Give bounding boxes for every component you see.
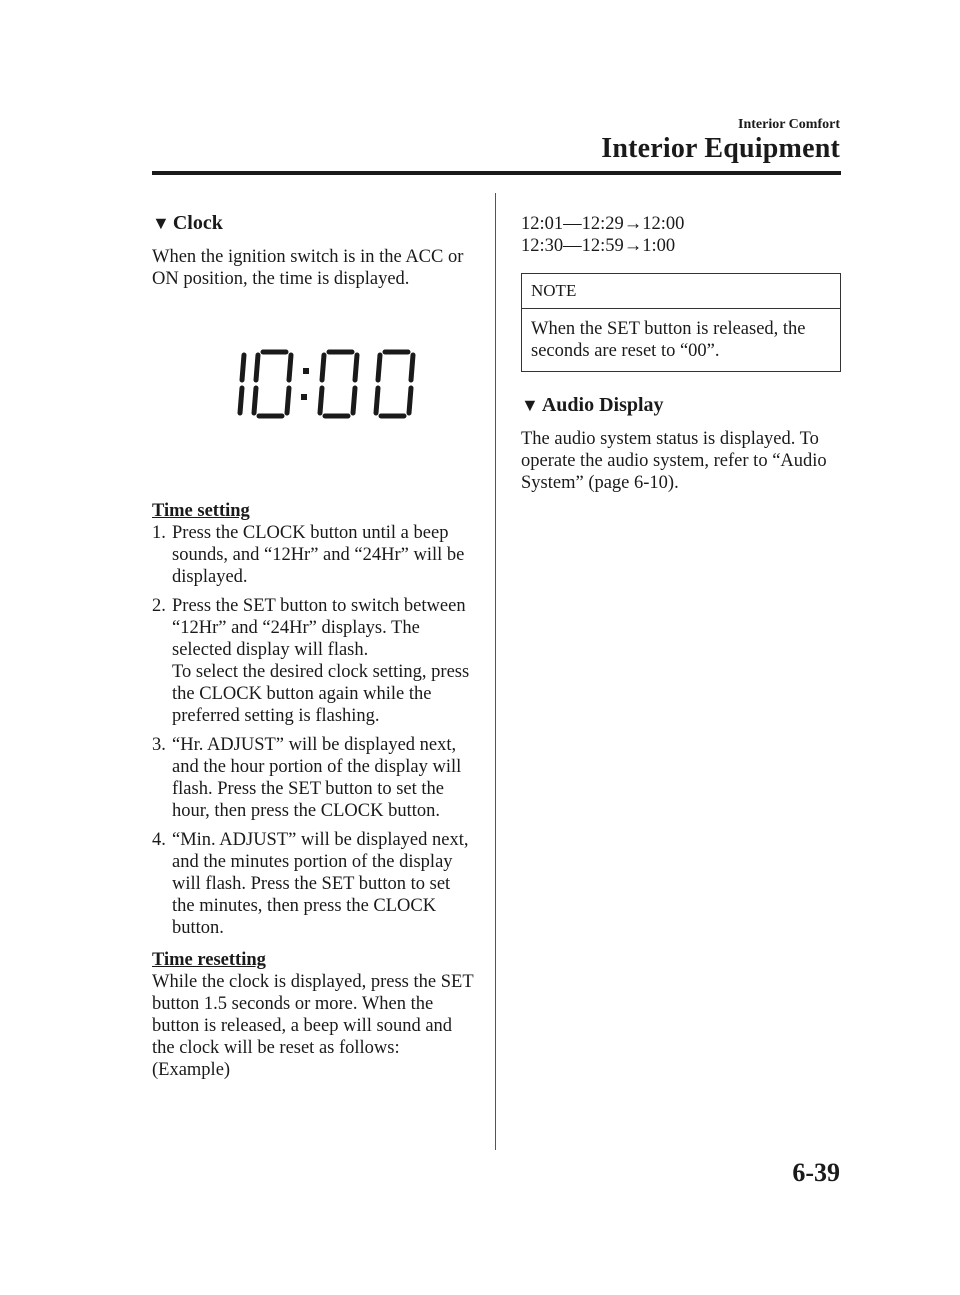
clock-title-text: Clock xyxy=(172,212,223,234)
time-setting-steps xyxy=(152,522,477,939)
note-text: When the SET button is released, the seconds are reset to “00”. xyxy=(531,319,806,361)
left-column xyxy=(152,212,477,1081)
page-number: 6-39 xyxy=(792,1158,840,1187)
note-box xyxy=(521,273,841,372)
triangle-bullet-icon: ▼ xyxy=(521,395,539,415)
audio-section-title xyxy=(521,394,841,416)
list-item: 4. “Min. ADJUST” will be displayed next, and the minutes portion of the display will flash. Press the SET button to set the minutes, then press the CLOCK button. xyxy=(152,830,469,938)
right-column xyxy=(521,213,841,494)
list-item: 3. “Hr. ADJUST” will be displayed next, and the hour portion of the display will flash. Press the SET button to set the hour, then press the CLOCK button. xyxy=(152,735,462,821)
clock-display-figure xyxy=(152,290,477,500)
time-resetting-text: While the clock is displayed, press the SET button 1.5 seconds or more. When the button is released, a beep will sound and the clock will be reset as follows: xyxy=(152,972,474,1058)
header-title: Interior Equipment xyxy=(601,133,840,164)
note-label: NOTE xyxy=(522,274,840,309)
reset-line-2: 12:30―12:59→1:00 xyxy=(521,236,676,256)
header-section-label: Interior Comfort xyxy=(738,117,840,132)
audio-title-text: Audio Display xyxy=(541,394,664,416)
triangle-bullet-icon: ▼ xyxy=(152,213,170,233)
seven-segment-clock-icon xyxy=(230,349,420,419)
reset-line-1: 12:01―12:29→12:00 xyxy=(521,214,685,234)
list-item: 1. Press the CLOCK button until a beep sounds, and “12Hr” and “24Hr” will be displayed. xyxy=(152,523,465,587)
time-setting-heading: Time setting xyxy=(152,501,250,521)
column-divider xyxy=(495,193,496,1150)
clock-intro: When the ignition switch is in the ACC or ON position, the time is displayed. xyxy=(152,247,464,289)
header-rule xyxy=(152,171,841,175)
clock-section-title xyxy=(152,212,477,234)
time-resetting-heading: Time resetting xyxy=(152,950,266,970)
list-item: 2. Press the SET button to switch between “12Hr” and “24Hr” displays. The selected display will flash. To select the desired clock setting, press the CLOCK button again while the preferred setting is flashing. xyxy=(152,596,470,726)
audio-text: The audio system status is displayed. To operate the audio system, refer to “Audio System” (page 6-10). xyxy=(521,429,827,493)
example-label: (Example) xyxy=(152,1060,231,1080)
